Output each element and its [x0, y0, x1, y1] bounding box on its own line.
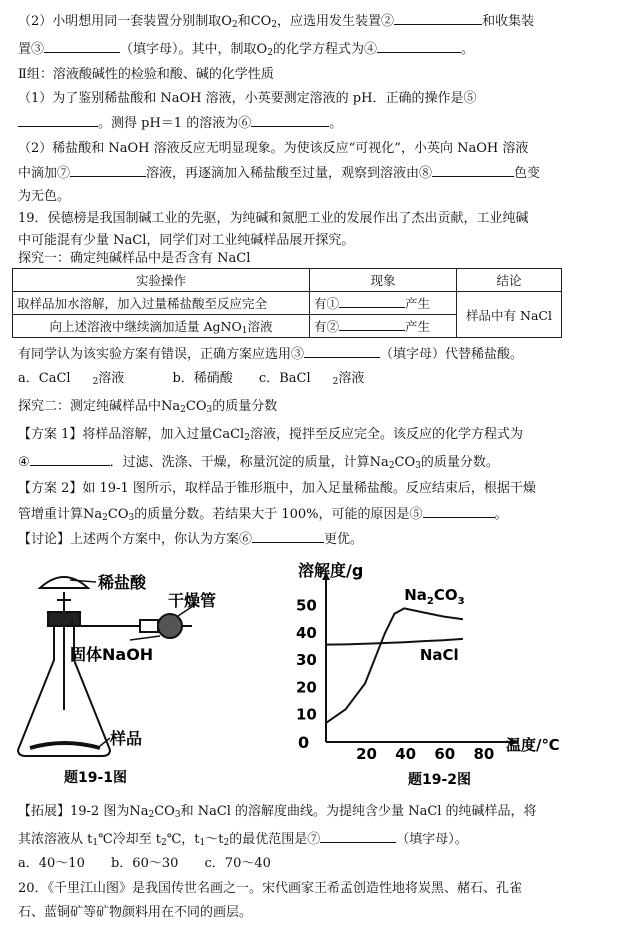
ext-option-a[interactable]: a．40～10: [18, 856, 85, 871]
drying-tube-neck: [140, 620, 158, 632]
sub: 1: [199, 838, 206, 848]
x-tick-label: 80: [473, 745, 495, 763]
ext-option-b[interactable]: b．60～30: [110, 856, 179, 871]
answer-blank-2[interactable]: [394, 12, 482, 25]
leader-naoh: [130, 636, 160, 640]
text: （2）小明想用同一套装置分别制取: [18, 14, 222, 29]
text: 和 NaCl 的溶解度曲线。为提纯含少量 NaCl 的纯碱样品，将: [180, 804, 537, 819]
plan1-line2: [18, 453, 499, 472]
text: 的质量分数。: [420, 455, 499, 470]
answer-blank-7[interactable]: [70, 164, 146, 177]
text: 产生: [405, 296, 431, 311]
sub: 2: [332, 377, 339, 387]
drying-tube-bulb: [158, 614, 182, 638]
y-tick-label: 20: [296, 678, 317, 697]
text: 。测得 pH＝1 的溶液为⑥: [98, 116, 252, 131]
sample-layer: [30, 743, 100, 748]
group2-title: Ⅱ组：溶液酸碱性的检验和酸、碱的化学性质: [18, 67, 274, 82]
text: 。: [329, 116, 343, 131]
formula: CO: [394, 455, 416, 470]
x-tick-label: 40: [395, 745, 417, 763]
q20-line2: 石、蓝铜矿等矿物颜料用在不同的画层。: [18, 905, 253, 920]
text: 【讨论】上述两个方案中，你认为方案⑥: [18, 532, 253, 547]
origin-label: 0: [298, 733, 310, 752]
stopper: [48, 612, 80, 626]
text: 溶液: [247, 319, 273, 334]
text: 色变: [514, 166, 541, 181]
x-tick-label: 20: [356, 745, 377, 763]
text: 【方案 1】将样品溶解，加入过量: [18, 427, 213, 442]
row1-operation: 取样品加水溶解，加入过量稀盐酸至反应完全: [13, 292, 310, 315]
sub: 2: [244, 433, 250, 443]
text: c．BaCl: [258, 371, 311, 386]
text: 探究二：测定纯碱样品中: [18, 399, 162, 414]
sub: 2: [231, 20, 238, 30]
label-drying-tube: 干燥管: [168, 591, 217, 610]
y-tick-label: 50: [296, 596, 317, 615]
extend-options: [18, 855, 293, 873]
text: Na: [404, 586, 427, 605]
text: CO: [433, 586, 458, 605]
text: 其浓溶液从 t: [18, 832, 93, 847]
delivery-tube: [72, 620, 140, 626]
sub: 2: [223, 838, 230, 848]
extend-line1: [18, 803, 537, 821]
sub: 3: [206, 405, 213, 415]
option-b[interactable]: b．稀硝酸: [172, 371, 233, 386]
text: 。: [460, 42, 474, 57]
text: 向上述溶液中继续滴加适量 AgNO: [49, 319, 242, 334]
sub: 3: [128, 513, 135, 523]
text: a．CaCl: [18, 371, 71, 386]
sub: 3: [457, 596, 465, 608]
answer-blank-5b[interactable]: [423, 505, 495, 518]
y-tick-label: 40: [296, 623, 317, 642]
answer-blank-6[interactable]: [251, 114, 329, 127]
row2-operation: [13, 315, 310, 338]
answer-blank-eq4[interactable]: [30, 453, 110, 466]
x-tick-label: 60: [434, 745, 456, 763]
y-axis-label: 溶解度/g: [298, 561, 364, 580]
options-line: [18, 370, 408, 388]
text: 的质量分数。若结果大于 100%，可能的原因是⑤: [134, 507, 423, 522]
explore1-title: 探究一：确定纯碱样品中是否含有 NaCl: [18, 251, 251, 266]
text: 溶液，搅拌至反应完全。该反应的化学方程式为: [249, 427, 523, 442]
text: 溶液: [338, 371, 365, 386]
text: （填字母）代替稀盐酸。: [380, 347, 524, 362]
series-label-nacl: NaCl: [419, 646, 459, 665]
apparatus-figure: [10, 560, 260, 790]
sub: 1: [92, 838, 99, 848]
text: 产生: [405, 319, 431, 334]
sub: 2: [271, 20, 278, 30]
sub: 2: [388, 461, 395, 471]
formula: CO: [154, 804, 175, 819]
sub: 2: [148, 810, 155, 820]
answer-blank-q3[interactable]: [304, 345, 380, 358]
wrong-plan-line: [18, 345, 523, 364]
sub: 2: [426, 596, 434, 608]
row1-phenomenon: [310, 292, 457, 315]
q20-line1: 20．《千里江山图》是我国传世名画之一。宋代画家王希孟创造性地将炭黑、赭石、孔雀: [18, 881, 523, 896]
label-acid: 稀盐酸: [98, 573, 147, 592]
caption-fig2: 题19-2图: [408, 772, 472, 788]
leader-acid: [70, 580, 96, 582]
text: 置③: [18, 42, 45, 57]
group2-q2-line3: 为无色。: [18, 189, 71, 204]
text: 【拓展】19-2 图为: [18, 804, 130, 819]
text: 溶液: [98, 371, 125, 386]
header-phenomenon: 现象: [310, 269, 457, 292]
text: 有同学认为该实验方案有错误，正确方案应选用③: [18, 347, 305, 362]
text: ～t: [205, 832, 224, 847]
text: 更优。: [324, 532, 364, 547]
header-operation: 实验操作: [13, 269, 310, 292]
extend-line2: [18, 830, 468, 849]
conclusion-cell: 样品中有 NaCl: [457, 292, 562, 338]
sub: 2: [161, 838, 167, 848]
formula-co2: CO: [250, 14, 272, 29]
answer-blank-8[interactable]: [432, 164, 514, 177]
answer-blank-3[interactable]: [44, 40, 120, 53]
y-tick-label: 30: [296, 651, 317, 670]
formula: Na: [83, 507, 103, 522]
text: 有①: [314, 296, 340, 311]
answer-blank-6b[interactable]: [252, 530, 324, 543]
text: ℃，t: [166, 832, 200, 847]
text: （填字母）。其中，制取: [120, 42, 257, 57]
answer-blank-7b[interactable]: [320, 830, 396, 843]
group2-q2-line1: （2）稀盐酸和 NaOH 溶液反应无明显现象。为使该反应“可视化”，小英向 NaOH 溶液: [18, 141, 529, 156]
sub: 2: [102, 513, 108, 523]
sub: 1: [241, 326, 248, 336]
discuss-line: [18, 530, 363, 549]
text: ．过滤、洗涤、干燥，称量沉淀的质量，计算: [109, 455, 370, 470]
sub: 3: [415, 461, 421, 471]
formula-o2: O: [256, 42, 268, 57]
caption-fig1: 题19-1图: [64, 770, 128, 786]
q-part1-line1: [18, 12, 534, 31]
sub: 2: [267, 48, 273, 58]
sub: 2: [180, 405, 186, 415]
row2-phenomenon: [310, 315, 457, 338]
y-tick-label: 10: [296, 705, 317, 724]
text: 管增重计算: [18, 507, 84, 522]
x-axis-label: 温度/℃: [506, 736, 560, 754]
q-part1-line2: [18, 40, 474, 59]
series-label-na2co3: [404, 586, 464, 607]
group2-q1-line2: [18, 114, 342, 133]
q19-intro-line1: 19．侯德榜是我国制碱工业的先驱，为纯碱和氮肥工业的发展作出了杰出贡献，工业纯碱: [18, 211, 529, 226]
formula: CO: [185, 399, 207, 414]
table-header-row: [13, 269, 562, 292]
text: 和: [237, 14, 251, 29]
chart-lines: [326, 608, 463, 723]
formula: Na: [369, 455, 389, 470]
answer-blank-t2[interactable]: [339, 318, 405, 331]
answer-blank-t1[interactable]: [339, 295, 405, 308]
label-naoh: 固体NaOH: [70, 645, 154, 664]
text: 的化学方程式为④: [272, 42, 377, 57]
q19-intro-line2: 中可能混有少量 NaCl，同学们对工业纯碱样品展开探究。: [18, 233, 355, 248]
funnel-top: [40, 577, 88, 588]
sub: 2: [92, 377, 99, 387]
text: 有②: [314, 319, 340, 334]
option-a[interactable]: [18, 371, 146, 386]
plan2-line2: [18, 505, 508, 524]
formula: Na: [129, 804, 149, 819]
table-row: [13, 292, 562, 315]
formula: CaCl: [212, 427, 245, 442]
text: ℃冷却至 t: [98, 832, 161, 847]
text: 溶液，再逐滴加入稀盐酸至过量，观察到溶液由⑧: [146, 166, 433, 181]
text: 。: [494, 507, 508, 522]
solubility-chart: [290, 556, 620, 792]
text: 中滴加⑦: [18, 166, 71, 181]
label-sample: 样品: [110, 729, 143, 748]
explore2-title: [18, 398, 277, 416]
text: ④: [18, 455, 30, 470]
plan2-line1: 【方案 2】如 19-1 图所示，取样品于锥形瓶中，加入足量稀盐酸。反应结束后，根据干燥: [18, 481, 536, 496]
series-line-nacl: [326, 639, 463, 645]
text: （填字母）。: [396, 832, 468, 847]
plan1-line1: [18, 426, 523, 444]
group2-q2-line2: [18, 164, 540, 183]
ext-option-c[interactable]: c．70～40: [204, 856, 271, 871]
answer-blank-4[interactable]: [377, 40, 461, 53]
text: 和收集装: [482, 14, 535, 29]
text: 的质量分数: [212, 399, 278, 414]
formula: Na: [161, 399, 181, 414]
text: （1）为了鉴别稀盐酸和 NaOH 溶液，小英要测定溶液的 pH．正确的操作是⑤: [18, 91, 477, 106]
answer-blank-5[interactable]: [18, 114, 98, 127]
option-c[interactable]: [259, 371, 386, 386]
header-conclusion: 结论: [457, 269, 562, 292]
group2-q1-line1: [18, 90, 476, 108]
text: 的最优范围是⑦: [229, 832, 321, 847]
text: ，应选用发生装置②: [277, 14, 395, 29]
sub: 3: [174, 810, 181, 820]
formula: CO: [107, 507, 129, 522]
series-line-na2co3: [326, 608, 463, 723]
experiment-table: [12, 268, 562, 338]
formula-o2: O: [221, 14, 232, 29]
